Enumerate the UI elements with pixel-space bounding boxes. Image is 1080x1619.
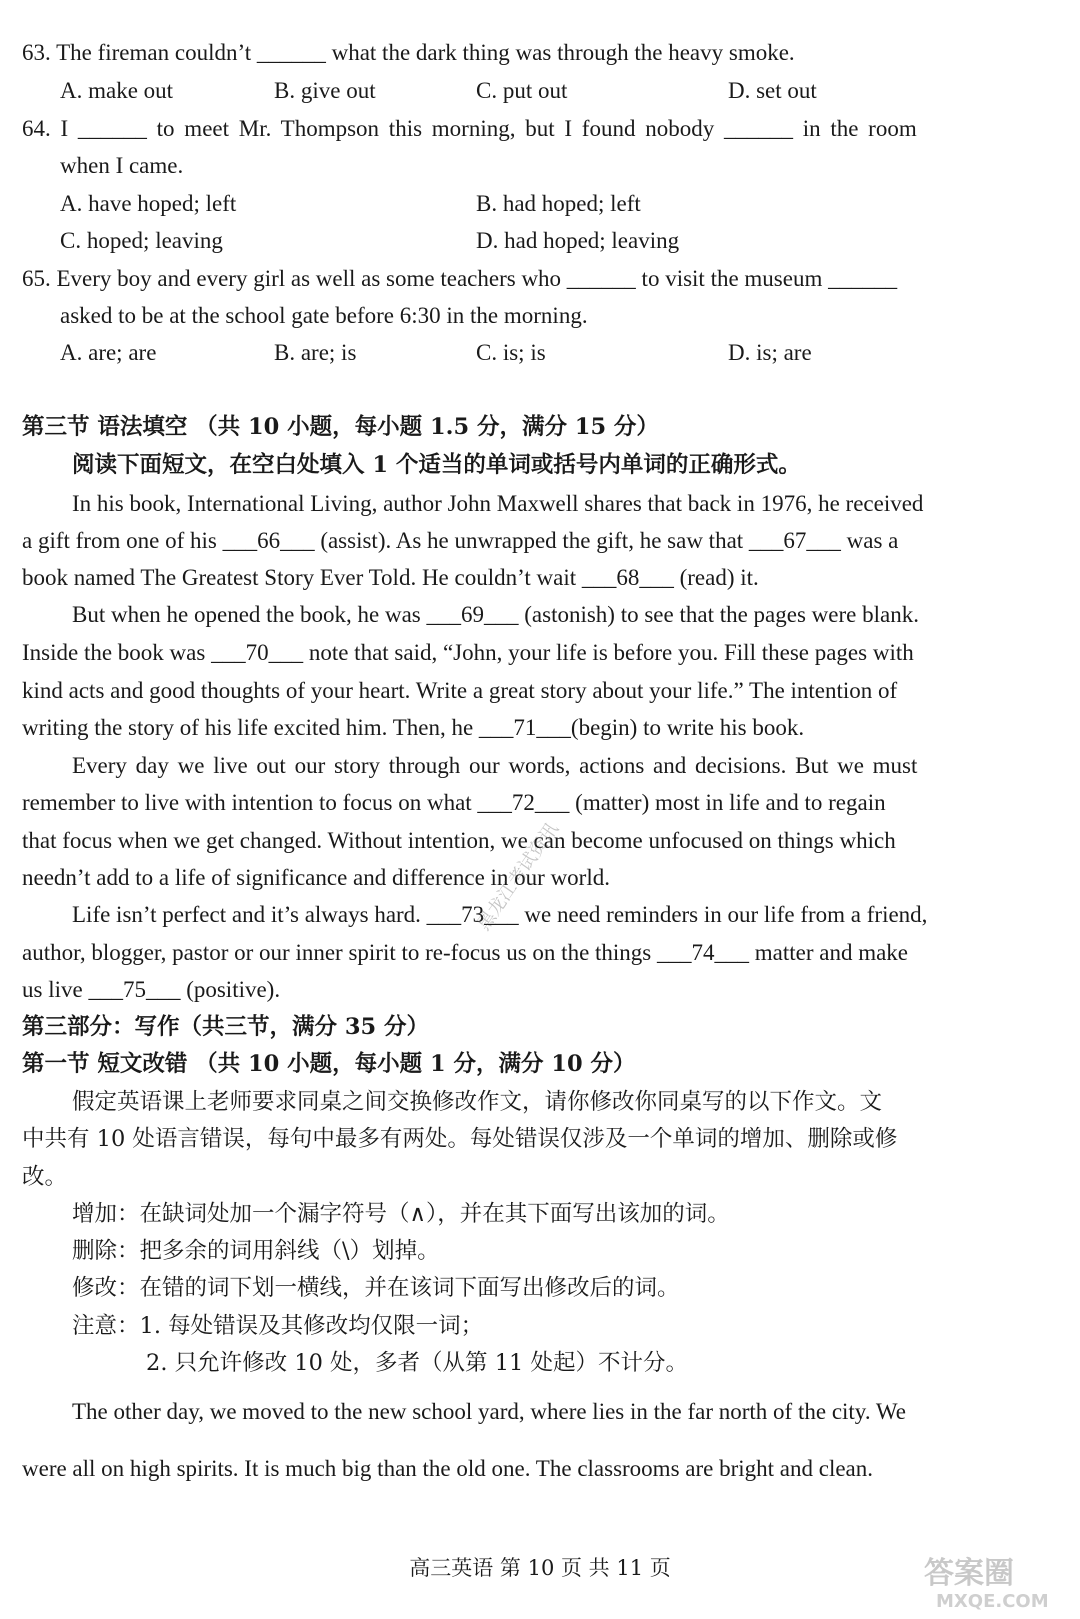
q65-option-d: D. is; are (728, 340, 812, 365)
q65-option-b: B. are; is (274, 340, 357, 365)
rule-delete: 删除：把多余的词用斜线（\）划掉。 (72, 1238, 440, 1264)
passage-p2-line4: writing the story of his life excited him. Then, he ___71___(begin) to write his book. (22, 715, 805, 740)
passage-p3-line1: Every day we live out our story through our words, actions and decisions. But we must (72, 753, 918, 778)
part3-section1-heading: 第一节 短文改错 （共 10 小题，每小题 1 分，满分 10 分） (22, 1051, 636, 1077)
logo-title: 答案圈 (924, 1556, 1014, 1591)
q64-option-d: D. had hoped; leaving (476, 228, 680, 253)
passage-p4-line3: us live ___75___ (positive). (22, 977, 281, 1002)
q64-option-c: C. hoped; leaving (60, 228, 223, 253)
q63-option-c: C. put out (476, 78, 568, 103)
rule-note-2: 2. 只允许修改 10 处，多者（从第 11 处起）不计分。 (146, 1350, 688, 1376)
logo-subtitle: MXQE.COM (936, 1591, 1049, 1612)
correction-passage-line1: The other day, we moved to the new school yard, where lies in the far north of the city. We (72, 1399, 906, 1424)
part3-intro-line1: 假定英语课上老师要求同桌之间交换修改作文，请你修改你同桌写的以下作文。文 (72, 1089, 883, 1115)
section3-instruction: 阅读下面短文，在空白处填入 1 个适当的单词或括号内单词的正确形式。 (72, 452, 801, 478)
site-logo (916, 1547, 1066, 1613)
passage-p4-line1: Life isn’t perfect and it’s always hard. ___73___ we need reminders in our life from a friend, (72, 902, 928, 927)
q63-stem: 63. The fireman couldn’t ______ what the dark thing was through the heavy smoke. (22, 40, 795, 65)
passage-p3-line2: remember to live with intention to focus on what ___72___ (matter) most in life and to regain (22, 790, 886, 815)
part3-heading: 第三部分：写作（共三节，满分 35 分） (22, 1014, 429, 1040)
q64-stem-line2: when I came. (60, 153, 184, 178)
q64-stem-line1: 64. I ______ to meet Mr. Thompson this morning, but I found nobody ______ in the room (22, 116, 917, 141)
q65-stem-line2: asked to be at the school gate before 6:30 in the morning. (60, 303, 588, 328)
passage-p2-line2: Inside the book was ___70___ note that said, “John, your life is before you. Fill these pages with (22, 640, 914, 665)
part3-intro-line2: 中共有 10 处语言错误，每句中最多有两处。每处错误仅涉及一个单词的增加、删除或修 (22, 1126, 898, 1152)
q64-option-b: B. had hoped; left (476, 191, 641, 216)
rule-add: 增加：在缺词处加一个漏字符号（∧），并在其下面写出该加的词。 (72, 1201, 730, 1227)
q63-option-b: B. give out (274, 78, 376, 103)
q65-option-c: C. is; is (476, 340, 546, 365)
part3-intro-line3: 改。 (22, 1164, 68, 1190)
q63-option-d: D. set out (728, 78, 817, 103)
passage-p2-line1: But when he opened the book, he was ___69___ (astonish) to see that the pages were blank. (72, 602, 919, 627)
rule-modify: 修改：在错的词下划一横线，并在该词下面写出修改后的词。 (72, 1275, 680, 1301)
q63-option-a: A. make out (60, 78, 174, 103)
passage-p3-line3: that focus when we get changed. Without intention, we can become unfocused on things which (22, 828, 896, 853)
passage-p1-line1: In his book, International Living, author John Maxwell shares that back in 1976, he received (72, 491, 924, 516)
passage-p3-line4: needn’t add to a life of significance and difference in our world. (22, 865, 610, 890)
passage-p2-line3: kind acts and good thoughts of your heart. Write a great story about your life.” The intention of (22, 678, 898, 703)
rule-note-1: 注意：1. 每处错误及其修改均仅限一词； (72, 1313, 484, 1339)
section3-heading: 第三节 语法填空 （共 10 小题，每小题 1.5 分，满分 15 分） (22, 414, 659, 440)
passage-p1-line2: a gift from one of his ___66___ (assist). As he unwrapped the gift, he saw that ___67___ was a (22, 528, 899, 553)
q64-option-a: A. have hoped; left (60, 191, 237, 216)
q65-option-a: A. are; are (60, 340, 157, 365)
watermark: 黑龙江考试资讯 (473, 819, 563, 935)
correction-passage-line2: were all on high spirits. It is much big than the old one. The classrooms are bright and clean. (22, 1456, 874, 1481)
page-footer: 高三英语 第 10 页 共 11 页 (409, 1556, 671, 1580)
q65-stem-line1: 65. Every boy and every girl as well as some teachers who ______ to visit the museum ______ (22, 266, 898, 291)
passage-p4-line2: author, blogger, pastor or our inner spirit to re-focus us on the things ___74___ matter and make (22, 940, 909, 965)
passage-p1-line3: book named The Greatest Story Ever Told. He couldn’t wait ___68___ (read) it. (22, 565, 759, 590)
